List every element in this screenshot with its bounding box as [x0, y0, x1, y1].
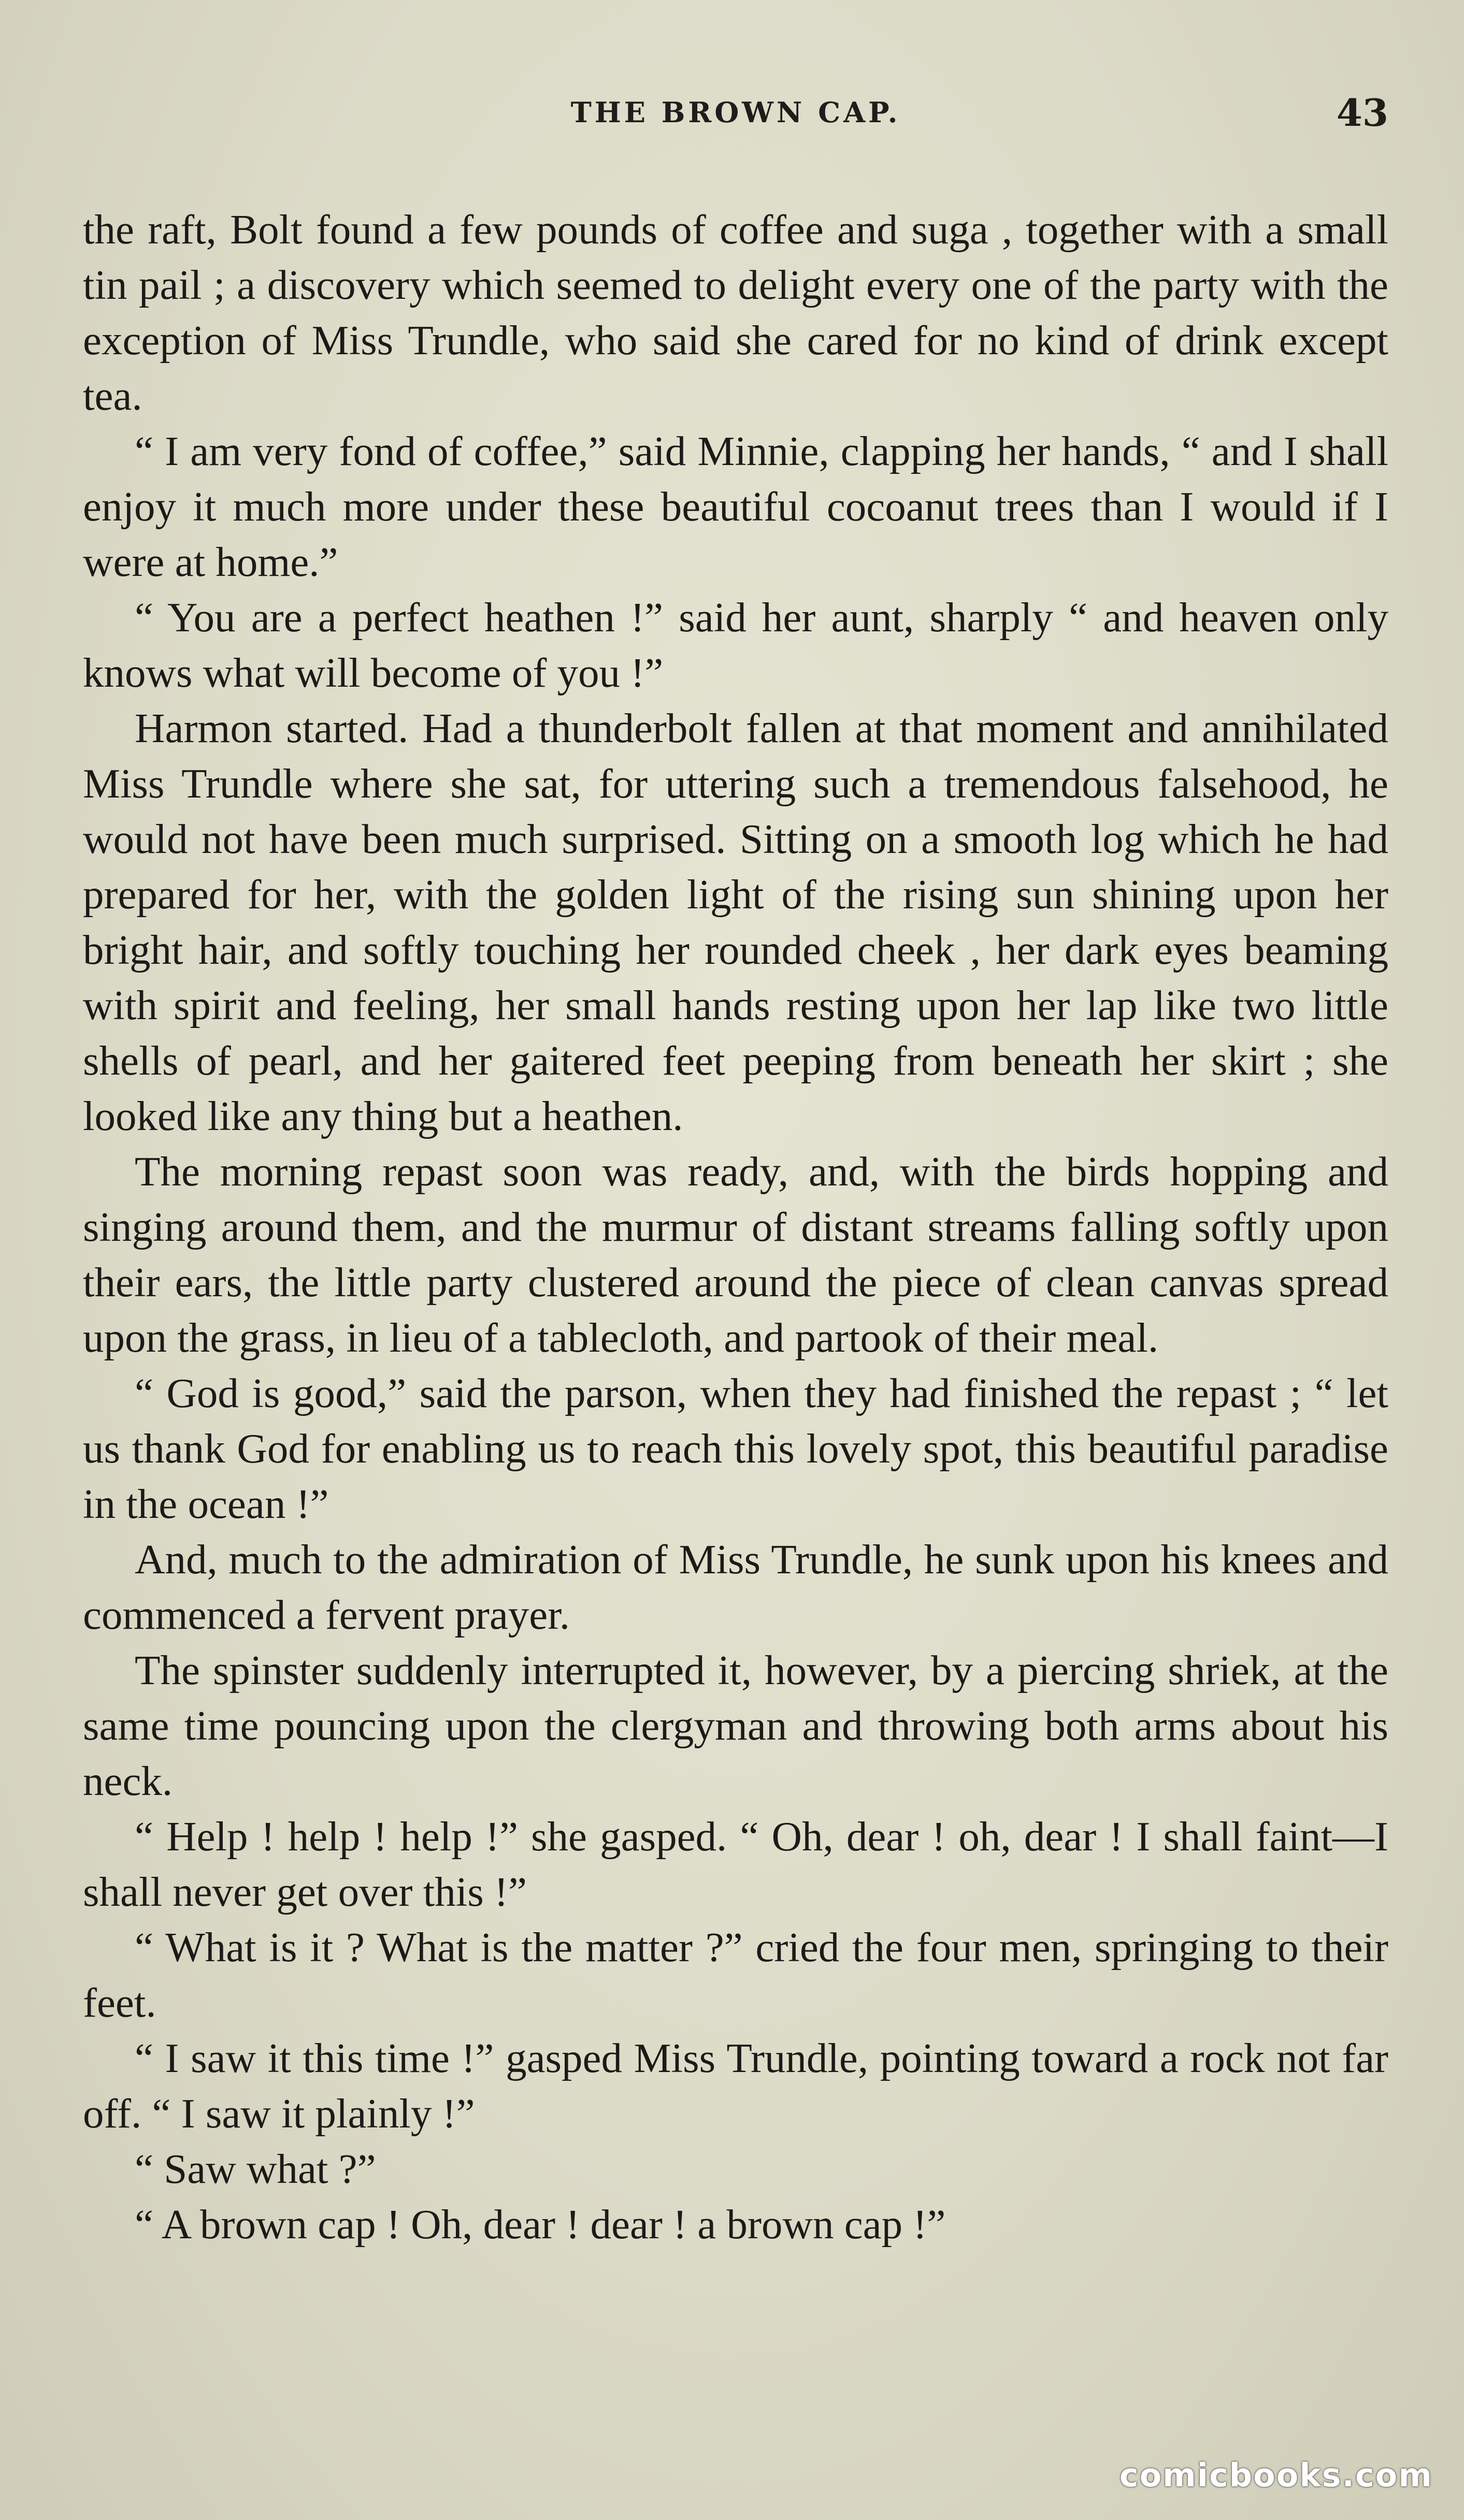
paragraph: “ God is good,” said the parson, when they had finished the repast ; “ let us thank God for enabling us to reach this lovely spot, this beautiful paradise in the ocean !” — [83, 1370, 1388, 1527]
watermark: comicbooks.com — [1119, 2456, 1433, 2494]
page-header — [83, 91, 1388, 148]
paragraph: “ I saw it this time !” gasped Miss Trundle, pointing toward a rock not far off. “ I saw it plainly !” — [83, 2035, 1388, 2137]
body-text — [83, 202, 1388, 2252]
page-number: 43 — [1336, 91, 1388, 135]
paragraph: The morning repast soon was ready, and, with the birds hopping and singing around them, and the murmur of distant streams falling softly upon their ears, the little party clustered around the piece of clean canvas spread upon the grass, in lieu of a tablecloth, and partook of their meal. — [83, 1148, 1388, 1361]
paragraph: “ What is it ? What is the matter ?” cried the four men, springing to their feet. — [83, 1924, 1388, 2026]
paragraph: Harmon started. Had a thunderbolt fallen at that moment and annihilated Miss Trundle where she sat, for uttering such a tremendous falsehood, he would not have been much surprised. Sitting on a smooth log which he had prepared for her, with the golden light of the rising sun shining upon her bright hair, and softly touching her rounded cheek , her dark eyes beaming with spirit and feeling, her small hands resting upon her lap like two little shells of pearl, and her gaitered feet peeping from beneath her skirt ; she looked like any thing but a heathen. — [83, 705, 1388, 1139]
paragraph: “ Saw what ?” — [135, 2146, 376, 2192]
paragraph: The spinster suddenly interrupted it, however, by a piercing shriek, at the same time pouncing upon the clergyman and throwing both arms about his neck. — [83, 1647, 1388, 1804]
paragraph: “ You are a perfect heathen !” said her aunt, sharply “ and heaven only knows what will become of you !” — [83, 594, 1388, 696]
paragraph: the raft, Bolt found a few pounds of coffee and suga , together with a small tin pail ; a discovery which seemed to delight every one of the party with the exception of Miss Trundle, who said she cared for no kind of drink except tea. — [83, 206, 1388, 419]
paragraph: “ I am very fond of coffee,” said Minnie, clapping her hands, “ and I shall enjoy it much more under these beautiful cocoanut trees than I would if I were at home.” — [83, 428, 1388, 585]
paragraph: And, much to the admiration of Miss Trundle, he sunk upon his knees and commenced a fervent prayer. — [83, 1536, 1388, 1638]
running-title: THE BROWN CAP. — [570, 96, 901, 129]
paragraph: “ Help ! help ! help !” she gasped. “ Oh, dear ! oh, dear ! I shall faint—I shall never get over this !” — [83, 1813, 1388, 1915]
paragraph: “ A brown cap ! Oh, dear ! dear ! a brown cap !” — [135, 2201, 946, 2248]
